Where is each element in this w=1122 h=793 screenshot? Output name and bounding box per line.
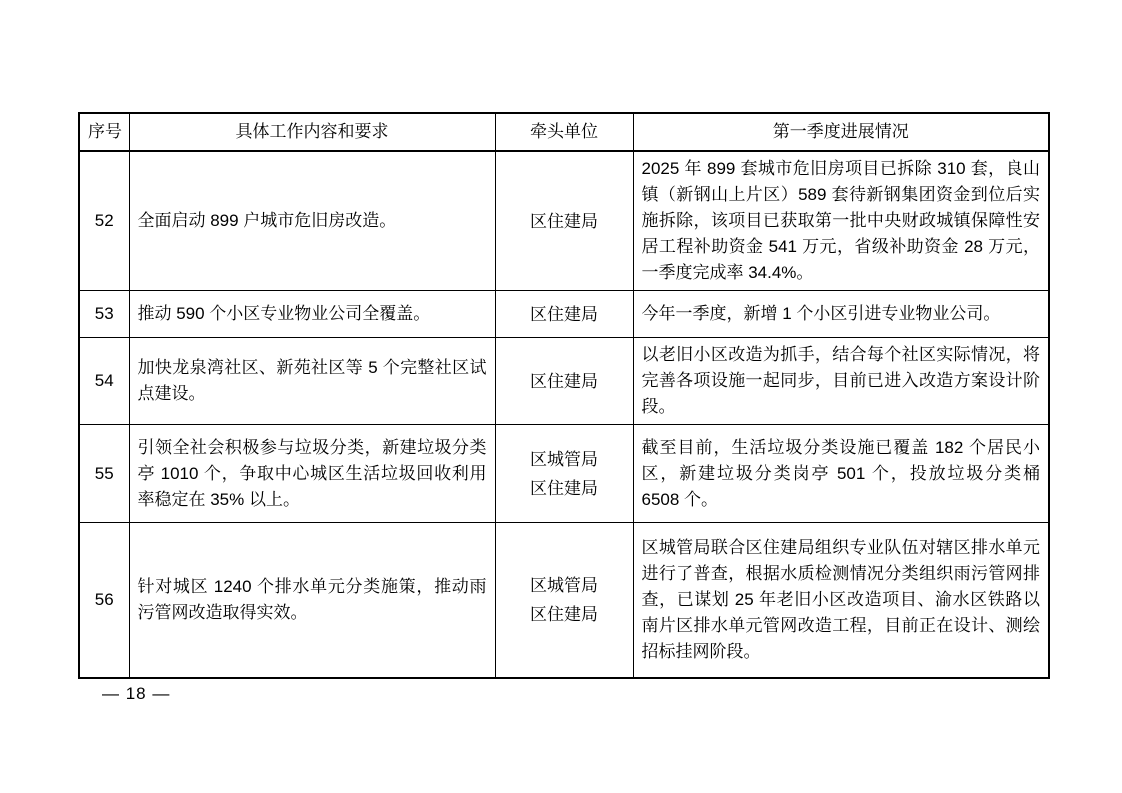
table-body [79,151,1049,678]
lead-unit-cell [495,523,633,678]
column-header-index: 序号 [79,113,129,151]
task-cell: 加快龙泉湾社区、新苑社区等 5 个完整社区试点建设。 [129,338,495,425]
lead-unit: 区住建局 [530,604,598,624]
column-header-progress: 第一季度进展情况 [633,113,1049,151]
column-header-lead-unit: 牵头单位 [495,113,633,151]
progress-cell: 以老旧小区改造为抓手，结合每个社区实际情况，将完善各项设施一起同步，目前已进入改造方案设计阶段。 [633,338,1049,425]
table-row [79,151,1049,291]
lead-unit: 区住建局 [530,304,598,324]
lead-unit-cell [495,291,633,338]
progress-cell: 今年一季度，新增 1 个小区引进专业物业公司。 [633,291,1049,338]
lead-unit: 区住建局 [530,478,598,498]
quarterly-progress-table [78,112,1050,679]
row-number-cell: 56 [79,523,129,678]
table-header-row [79,113,1049,151]
table-row [79,523,1049,678]
table-row [79,291,1049,338]
progress-cell: 2025 年 899 套城市危旧房项目已拆除 310 套，良山镇（新钢山上片区）589 套待新钢集团资金到位后实施拆除，该项目已获取第一批中央财政城镇保障性安居工程补助资金 541 万元，省级补助资金 28 万元，一季度完成率 34.4%。 [633,151,1049,291]
task-cell: 全面启动 899 户城市危旧房改造。 [129,151,495,291]
table-row [79,338,1049,425]
table-row [79,425,1049,523]
page-number: — 18 — [102,684,171,703]
progress-cell: 截至目前，生活垃圾分类设施已覆盖 182 个居民小区，新建垃圾分类岗亭 501 个，投放垃圾分类桶 6508 个。 [633,425,1049,523]
task-cell: 针对城区 1240 个排水单元分类施策，推动雨污管网改造取得实效。 [129,523,495,678]
lead-unit: 区城管局 [530,575,598,595]
row-number-cell: 55 [79,425,129,523]
lead-unit: 区城管局 [530,449,598,469]
row-number-cell: 53 [79,291,129,338]
progress-cell: 区城管局联合区住建局组织专业队伍对辖区排水单元进行了普查，根据水质检测情况分类组织雨污管网排查，已谋划 25 年老旧小区改造项目、渝水区铁路以南片区排水单元管网改造工程，目前正在设计、测绘招标挂网阶段。 [633,523,1049,678]
row-number-cell: 54 [79,338,129,425]
lead-unit-cell [495,425,633,523]
lead-unit-cell [495,151,633,291]
lead-unit: 区住建局 [530,211,598,231]
column-header-task: 具体工作内容和要求 [129,113,495,151]
task-cell: 推动 590 个小区专业物业公司全覆盖。 [129,291,495,338]
task-cell: 引领全社会积极参与垃圾分类，新建垃圾分类亭 1010 个，争取中心城区生活垃圾回收利用率稳定在 35% 以上。 [129,425,495,523]
row-number-cell: 52 [79,151,129,291]
lead-unit: 区住建局 [530,371,598,391]
lead-unit-cell [495,338,633,425]
